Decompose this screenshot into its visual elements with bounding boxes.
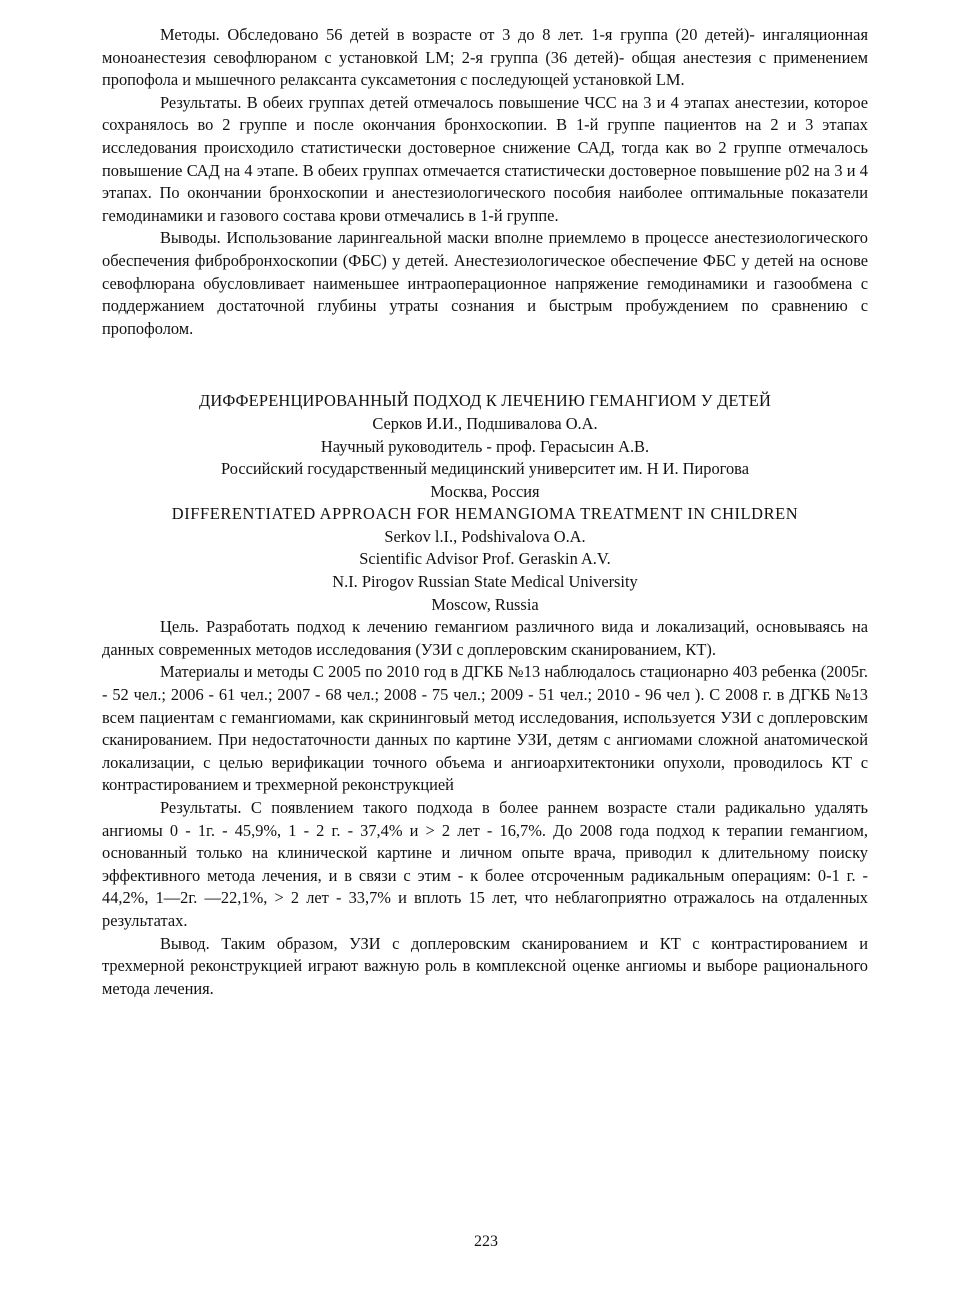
article-title-en: DIFFERENTIATED APPROACH FOR HEMANGIOMA TREATMENT IN CHILDREN	[171, 504, 799, 524]
aim-paragraph: Цель. Разработать подход к лечению гемангиом различного вида и локализаций, основываясь на данных современных методов исследования (УЗИ с доплеровским сканированием, КТ).	[102, 617, 868, 659]
article-conclusion-paragraph: Вывод. Таким образом, УЗИ с доплеровским сканированием и КТ с контрастированием и трехмерной реконструкцией играют важную роль в комплексной оценке ангиомы и выборе рационального метода лечения.	[102, 933, 868, 998]
results-paragraph: Результаты. В обеих группах детей отмечалось повышение ЧСС на 3 и 4 этапах анестезии, которое сохранялось во 2 группе и после окончания бронхоскопии. В 1-й группе пациентов на 2 и 3 этапах исследования происходило статистически достоверное снижение САД, тогда как во 2 группе отмечалось повышение САД на 4 этапе. В обеих группах отмечается статистически достоверное повышение р02 на 3 и 4 этапах. По окончании бронхоскопии и анестезиологического пособия наиболее оптимальные показатели гемодинамики и газового состава крови отмечались в 1-й группе.	[102, 92, 868, 225]
article-results-paragraph: Результаты. С появлением такого подхода в более раннем возрасте стали радикально удалять ангиомы 0 - 1г. - 45,9%, 1 - 2 г. - 37,4% и > 2 лет - 16,7%. До 2008 года подход к терапии гемангиом, основанный только на клинической картине и личном опыте врача, приводил к длительному поиску эффективного метода лечения, и в связи с этим - к более отсроченным радикальным операциям: 0-1 г. - 44,2%, 1—2г. —22,1%, > 2 лет - 33,7% и вплоть 15 лет, что неблагоприятно отражалось на отдаленных результатах.	[102, 798, 868, 930]
materials-paragraph: Материалы и методы С 2005 по 2010 год в ДГКБ №13 наблюдалось стационарно 403 ребенка (2005г. - 52 чел.; 2006 - 61 чел.; 2007 - 68 чел.; 2008 - 75 чел.; 2009 - 51 чел.; 2010 - 96 чел ). С 2008 г. в ДГКБ №13 всем пациентам с гемангиомами, как скрининговый метод исследования, используется УЗИ с доплеровским сканированием. При недостаточности данных по картине УЗИ, детям с ангиомами сложной анатомической локализации, с целью верификации точного объема и ангиоархитектоники опухоли, проводилось КТ с контрастированием и трехмерной реконструкцией	[102, 662, 868, 795]
section-gap	[102, 340, 868, 390]
university-ru: Российский государственный медицинский университет им. Н И. Пирогова	[221, 459, 749, 479]
conclusions-paragraph: Выводы. Использование ларингеальной маски вполне приемлемо в процессе анестезиологического обеспечения фибробронхоскопии (ФБС) у детей. Анестезиологическое обеспечение ФБС у детей на основе севофлюрана обусловливает наименьшее интраоперационное напряжение гемодинамики и газообмена с поддержанием достаточной глубины утраты сознания и быстрым пробуждением по сравнению с пропофолом.	[102, 228, 868, 338]
university-en: N.I. Pirogov Russian State Medical University	[332, 572, 638, 592]
advisor-ru: Научный руководитель - проф. Герасысин А.В.	[320, 436, 650, 456]
city-en: Moscow, Russia	[431, 594, 539, 614]
advisor-en: Scientific Advisor Prof. Geraskin A.V.	[359, 549, 611, 569]
page-body	[102, 24, 868, 1000]
page-number: 223	[474, 1233, 498, 1250]
authors-en: Serkov l.I., Podshivalova O.A.	[384, 526, 586, 546]
authors-ru: Серков И.И., Подшивалова О.А.	[372, 413, 598, 433]
city-ru: Москва, Россия	[430, 481, 540, 501]
article-header	[102, 390, 868, 616]
methods-paragraph: Методы. Обследовано 56 детей в возрасте от 3 до 8 лет. 1-я группа (20 детей)- ингаляционная моноанестезия севофлюраном с установкой LM; 2-я группа (36 детей)- общая анестезия с применением пропофола и мышечного релаксанта суксаметония с последующей установкой LM.	[102, 25, 868, 90]
article-title-ru: ДИФФЕРЕНЦИРОВАННЫЙ ПОДХОД К ЛЕЧЕНИЮ ГЕМАНГИОМ У ДЕТЕЙ	[198, 391, 772, 411]
